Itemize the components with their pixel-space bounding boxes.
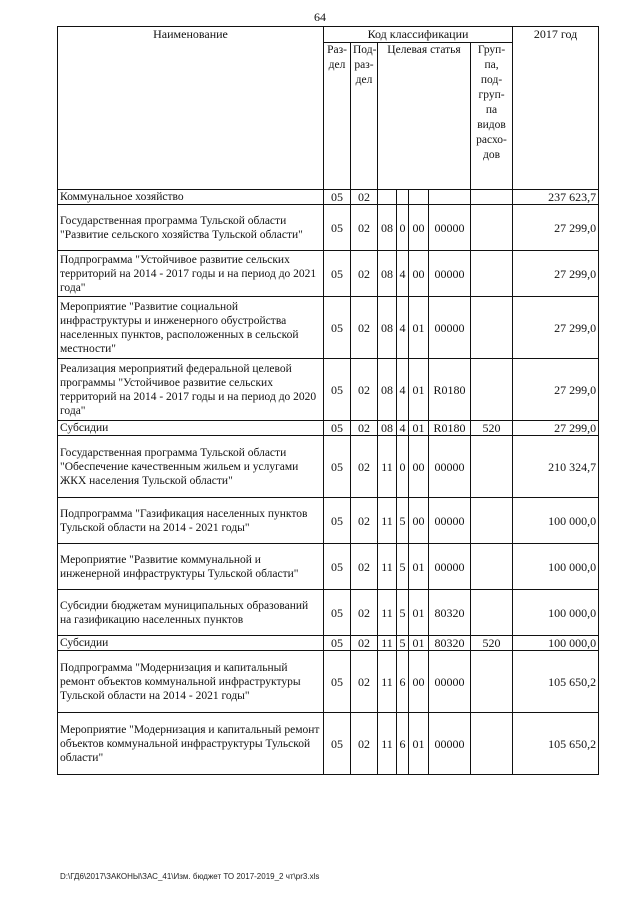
row-amount: 105 650,2: [513, 713, 599, 775]
row-section: 05: [324, 498, 351, 544]
row-target-direction: 00000: [429, 251, 471, 297]
table-row: [58, 297, 599, 359]
row-section: 05: [324, 190, 351, 205]
row-name: Коммунальное хозяйство: [58, 190, 324, 205]
row-expense-group: [471, 713, 513, 775]
header-name: Наименование: [58, 27, 324, 190]
row-amount: 210 324,7: [513, 436, 599, 498]
table-row: [58, 251, 599, 297]
row-name: Субсидии бюджетам муниципальных образований на газификацию населенных пунктов: [58, 590, 324, 636]
row-target-program: 11: [378, 544, 397, 590]
row-target-direction: 00000: [429, 297, 471, 359]
row-target-subprogram: 0: [397, 436, 409, 498]
row-name: Реализация мероприятий федеральной целевой программы "Устойчивое развитие сельских территорий на 2014 - 2017 годы и на период до 2020 года": [58, 359, 324, 421]
row-amount: 100 000,0: [513, 544, 599, 590]
row-subsection: 02: [351, 544, 378, 590]
row-target-event: 00: [409, 436, 429, 498]
table-row: [58, 359, 599, 421]
row-target-direction: 00000: [429, 713, 471, 775]
row-expense-group: 520: [471, 636, 513, 651]
table-row: [58, 498, 599, 544]
row-amount: 105 650,2: [513, 651, 599, 713]
row-amount: 27 299,0: [513, 251, 599, 297]
row-target-subprogram: 0: [397, 205, 409, 251]
row-amount: 27 299,0: [513, 205, 599, 251]
row-section: 05: [324, 436, 351, 498]
row-target-subprogram: 6: [397, 713, 409, 775]
table-row: [58, 651, 599, 713]
row-section: 05: [324, 251, 351, 297]
row-subsection: 02: [351, 436, 378, 498]
row-target-program: 08: [378, 205, 397, 251]
row-target-program: 11: [378, 651, 397, 713]
row-amount: 27 299,0: [513, 297, 599, 359]
header-year: 2017 год: [513, 27, 599, 190]
row-target-direction: 00000: [429, 205, 471, 251]
row-expense-group: [471, 205, 513, 251]
row-section: 05: [324, 636, 351, 651]
row-target-subprogram: 5: [397, 590, 409, 636]
row-target-program: 11: [378, 498, 397, 544]
row-subsection: 02: [351, 190, 378, 205]
row-subsection: 02: [351, 713, 378, 775]
table-row: [58, 636, 599, 651]
row-target-subprogram: 4: [397, 359, 409, 421]
row-target-program: 11: [378, 636, 397, 651]
row-target-subprogram: 6: [397, 651, 409, 713]
row-target-event: [409, 190, 429, 205]
row-subsection: 02: [351, 421, 378, 436]
table-row: [58, 436, 599, 498]
row-subsection: 02: [351, 498, 378, 544]
file-path-footer: D:\ГД6\2017\ЗАКОНЫ\ЗАС_41\Изм. бюджет ТО 2017-2019_2 чт\pr3.xls: [60, 872, 320, 881]
row-target-program: 08: [378, 359, 397, 421]
header-expense-group: Груп- па, под- груп- па видов расхо- дов: [471, 43, 513, 190]
row-section: 05: [324, 359, 351, 421]
row-target-event: 00: [409, 205, 429, 251]
row-target-direction: R0180: [429, 359, 471, 421]
row-expense-group: [471, 297, 513, 359]
row-target-subprogram: 4: [397, 251, 409, 297]
row-target-subprogram: 4: [397, 297, 409, 359]
row-name: Государственная программа Тульской области "Обеспечение качественным жильем и услугами ЖКХ населения Тульской области": [58, 436, 324, 498]
table-row: [58, 421, 599, 436]
row-name: Мероприятие "Развитие коммунальной и инженерной инфраструктуры Тульской области": [58, 544, 324, 590]
row-expense-group: [471, 651, 513, 713]
row-amount: 237 623,7: [513, 190, 599, 205]
row-section: 05: [324, 544, 351, 590]
table-row: [58, 544, 599, 590]
row-section: 05: [324, 297, 351, 359]
row-amount: 100 000,0: [513, 590, 599, 636]
row-subsection: 02: [351, 590, 378, 636]
header-code-group: Код классификации: [324, 27, 513, 43]
row-target-direction: 00000: [429, 498, 471, 544]
row-target-program: 08: [378, 251, 397, 297]
row-amount: 27 299,0: [513, 421, 599, 436]
row-target-program: 08: [378, 297, 397, 359]
row-section: 05: [324, 713, 351, 775]
row-target-program: [378, 190, 397, 205]
row-name: Подпрограмма "Газификация населенных пунктов Тульской области на 2014 - 2021 годы": [58, 498, 324, 544]
row-expense-group: [471, 498, 513, 544]
row-target-subprogram: 4: [397, 421, 409, 436]
row-name: Субсидии: [58, 636, 324, 651]
row-target-subprogram: 5: [397, 544, 409, 590]
row-expense-group: 520: [471, 421, 513, 436]
row-target-direction: 80320: [429, 590, 471, 636]
row-target-program: 11: [378, 436, 397, 498]
row-target-event: 01: [409, 544, 429, 590]
page-number: 64: [314, 10, 326, 24]
row-subsection: 02: [351, 205, 378, 251]
row-target-event: 01: [409, 421, 429, 436]
row-name: Мероприятие "Модернизация и капитальный ремонт объектов коммунальной инфраструктуры Тульской области": [58, 713, 324, 775]
table-header: [58, 27, 599, 190]
row-target-direction: 00000: [429, 436, 471, 498]
row-target-direction: 80320: [429, 636, 471, 651]
row-target-direction: R0180: [429, 421, 471, 436]
row-subsection: 02: [351, 297, 378, 359]
row-section: 05: [324, 651, 351, 713]
row-section: 05: [324, 590, 351, 636]
row-expense-group: [471, 436, 513, 498]
row-name: Мероприятие "Развитие социальной инфраструктуры и инженерного обустройства населенных пунктов, расположенных в сельской местности": [58, 297, 324, 359]
row-amount: 100 000,0: [513, 498, 599, 544]
table-row: [58, 205, 599, 251]
row-subsection: 02: [351, 251, 378, 297]
table-row: [58, 190, 599, 205]
row-expense-group: [471, 359, 513, 421]
row-target-event: 00: [409, 498, 429, 544]
row-target-event: 01: [409, 359, 429, 421]
header-section: Раз- дел: [324, 43, 351, 190]
row-target-subprogram: 5: [397, 498, 409, 544]
header-target-article: Целевая статья: [378, 43, 471, 190]
table-body: [58, 190, 599, 775]
row-target-event: 00: [409, 651, 429, 713]
row-target-direction: 00000: [429, 544, 471, 590]
row-target-direction: 00000: [429, 651, 471, 713]
row-target-event: 01: [409, 713, 429, 775]
row-subsection: 02: [351, 636, 378, 651]
row-target-subprogram: 5: [397, 636, 409, 651]
row-target-subprogram: [397, 190, 409, 205]
row-amount: 27 299,0: [513, 359, 599, 421]
row-target-event: 01: [409, 636, 429, 651]
row-name: Субсидии: [58, 421, 324, 436]
row-name: Подпрограмма "Модернизация и капитальный ремонт объектов коммунальной инфраструктуры Тульской области на 2014 - 2021 годы": [58, 651, 324, 713]
budget-table: [57, 26, 599, 775]
table-row: [58, 590, 599, 636]
row-expense-group: [471, 544, 513, 590]
row-amount: 100 000,0: [513, 636, 599, 651]
row-target-event: 00: [409, 251, 429, 297]
table-row: [58, 713, 599, 775]
row-expense-group: [471, 251, 513, 297]
row-name: Государственная программа Тульской области "Развитие сельского хозяйства Тульской области": [58, 205, 324, 251]
row-target-direction: [429, 190, 471, 205]
row-target-event: 01: [409, 297, 429, 359]
header-subsection: Под- раз- дел: [351, 43, 378, 190]
row-expense-group: [471, 190, 513, 205]
row-target-event: 01: [409, 590, 429, 636]
row-target-program: 11: [378, 590, 397, 636]
row-subsection: 02: [351, 651, 378, 713]
row-target-program: 08: [378, 421, 397, 436]
row-section: 05: [324, 205, 351, 251]
row-name: Подпрограмма "Устойчивое развитие сельских территорий на 2014 - 2017 годы и на период до 2021 года": [58, 251, 324, 297]
row-subsection: 02: [351, 359, 378, 421]
row-target-program: 11: [378, 713, 397, 775]
row-section: 05: [324, 421, 351, 436]
row-expense-group: [471, 590, 513, 636]
